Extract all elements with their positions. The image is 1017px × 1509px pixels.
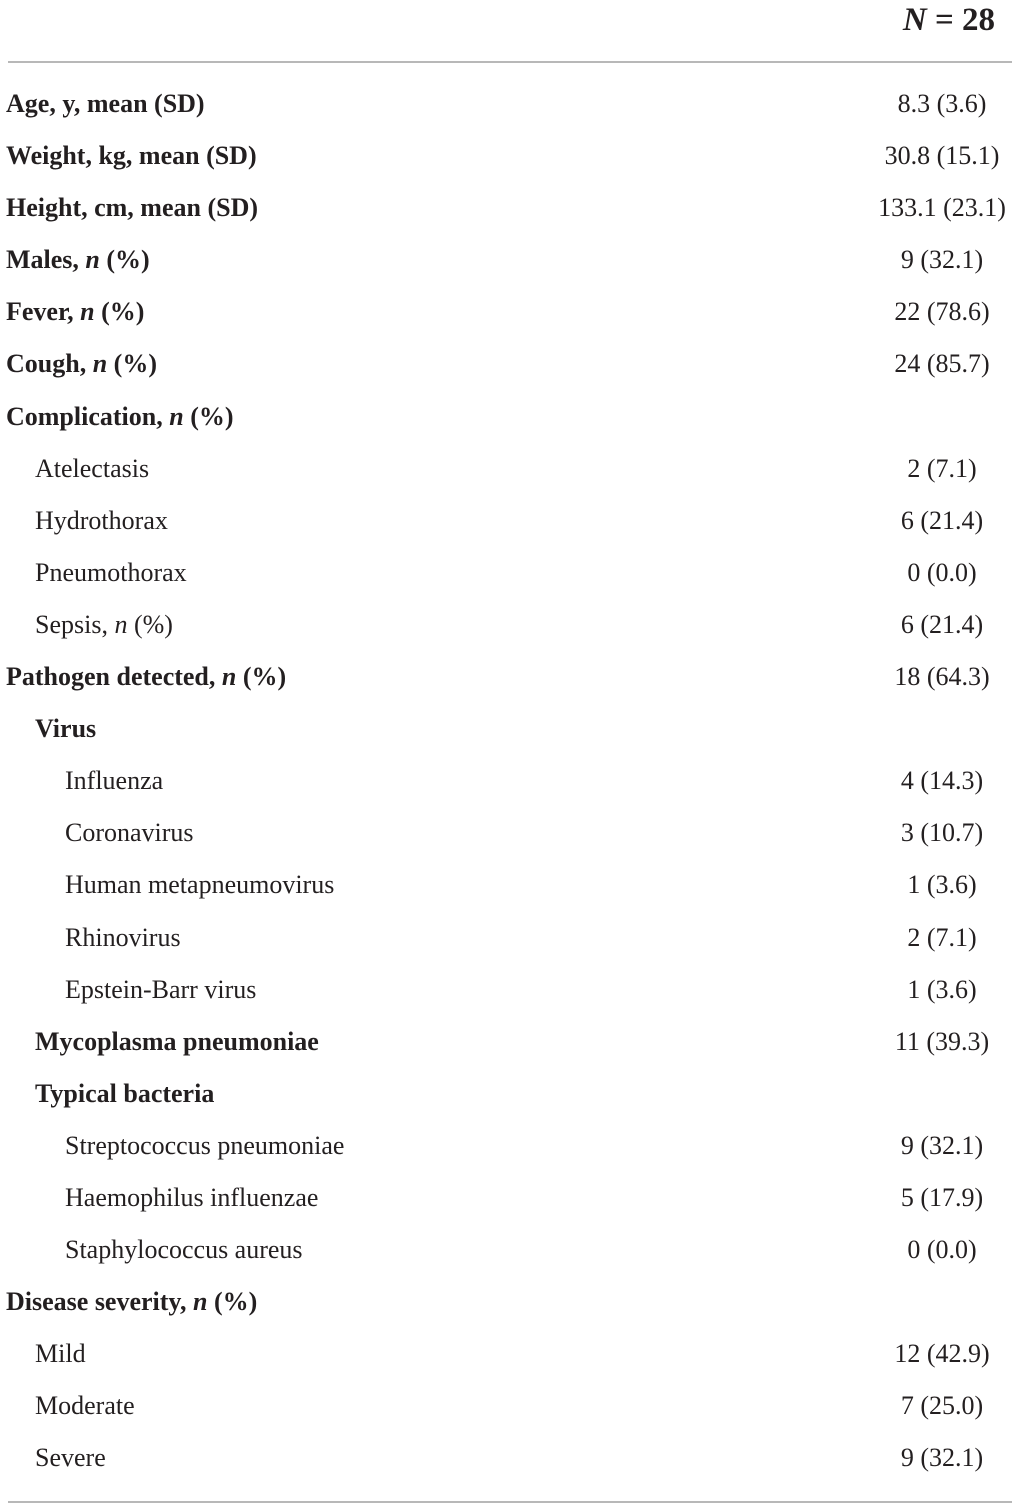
row-label: Staphylococcus aureus [65,1235,303,1265]
table-header [0,0,1017,62]
table-row [0,1331,1017,1383]
table-row [0,1071,1017,1123]
header-rule [8,61,1012,63]
row-value: 9 (32.1) [900,1130,984,1160]
table-row [0,1227,1017,1279]
row-value: 18 (64.3) [894,662,990,692]
table-row [0,1019,1017,1071]
row-label-text: Cough, [6,349,93,379]
row-value: 9 (32.1) [900,245,984,275]
row-label: Moderate [35,1391,135,1421]
row-label: Virus [35,714,97,744]
row-label-n: n [193,1287,208,1317]
row-label: Hydrothorax [35,505,168,535]
row-label-unit: (%) [99,245,150,275]
row-label [6,662,286,692]
row-label-n: n [85,245,100,275]
row-value: 6 (21.4) [900,505,984,535]
table-row [0,1435,1017,1487]
row-label-unit: (%) [127,609,173,639]
row-value: 2 (7.1) [907,922,977,952]
row-value: 133.1 (23.1) [878,193,1006,223]
row-label [35,610,173,640]
row-label-n: n [80,297,95,327]
row-value: 4 (14.3) [900,766,984,796]
row-label: Human metapneumovirus [65,870,335,900]
row-label [6,349,157,379]
table-row [0,706,1017,758]
row-value: 24 (85.7) [894,349,990,379]
row-value: 12 (42.9) [894,1339,990,1369]
table-row [0,862,1017,914]
n-value: = 28 [926,2,995,38]
row-label: Coronavirus [65,818,194,848]
row-value: 6 (21.4) [900,609,984,639]
table-row [0,341,1017,393]
table-body [0,81,1017,1488]
row-label: Severe [35,1443,106,1473]
row-label: Mild [35,1339,86,1369]
row-label: Streptococcus pneumoniae [65,1130,345,1160]
row-label: Age, y, mean (SD) [6,89,205,118]
table-row [0,498,1017,550]
row-label-n: n [114,609,128,639]
table-row [0,237,1017,289]
row-label-text: Disease severity, [6,1287,194,1317]
table-row [0,394,1017,446]
row-label [6,1287,257,1317]
row-label: Haemophilus influenzae [65,1182,319,1212]
row-label: Epstein-Barr virus [65,974,257,1004]
row-label-unit: (%) [183,401,234,431]
row-value: 8.3 (3.6) [897,89,987,118]
row-label-text: Fever, [6,297,81,327]
row-value: 1 (3.6) [907,870,977,900]
row-value: 5 (17.9) [900,1182,984,1212]
row-label: Mycoplasma pneumoniae [35,1026,319,1056]
table-row [0,758,1017,810]
table-row [0,289,1017,341]
row-value: 11 (39.3) [894,1026,990,1056]
row-label: Height, cm, mean (SD) [6,193,259,223]
row-label: Weight, kg, mean (SD) [6,141,257,171]
table-row [0,654,1017,706]
footer-rule [8,1501,1012,1503]
table-row [0,915,1017,967]
table-row [0,810,1017,862]
row-label-unit: (%) [207,1287,258,1317]
row-label: Atelectasis [35,453,150,483]
row-label-text: Males, [6,245,86,275]
sample-size-label [903,2,995,38]
row-value: 0 (0.0) [907,1235,977,1265]
table-row [0,133,1017,185]
table-row [0,550,1017,602]
table-row [0,1175,1017,1227]
table-row [0,1123,1017,1175]
row-label [6,245,150,275]
row-value: 7 (25.0) [900,1391,984,1421]
table-row [0,446,1017,498]
row-label-text: Pathogen detected, [6,662,222,692]
row-label-n: n [92,349,108,379]
row-value: 1 (3.6) [907,974,977,1004]
table-row [0,1279,1017,1331]
row-value: 22 (78.6) [894,297,990,327]
row-label-text: Complication, [6,401,170,431]
row-label [6,402,234,432]
row-value: 9 (32.1) [900,1443,984,1473]
row-label: Rhinovirus [65,922,181,952]
row-label: Influenza [65,766,164,796]
row-label: Pneumothorax [35,557,187,587]
n-symbol: N [902,2,927,38]
row-value: 0 (0.0) [907,557,977,587]
row-value: 30.8 (15.1) [884,141,1000,171]
row-value: 2 (7.1) [907,453,977,483]
row-label-n: n [169,401,184,431]
table-row [0,602,1017,654]
table-row [0,81,1017,133]
row-label: Typical bacteria [35,1078,215,1108]
row-label-unit: (%) [94,297,145,327]
row-value: 3 (10.7) [900,818,984,848]
row-label-n: n [221,662,237,692]
row-label [6,297,144,327]
table-row [0,967,1017,1019]
row-label-unit: (%) [107,349,157,379]
row-label-text: Sepsis, [35,609,115,639]
row-label-unit: (%) [236,662,287,692]
table-row [0,185,1017,237]
table-row [0,1383,1017,1435]
